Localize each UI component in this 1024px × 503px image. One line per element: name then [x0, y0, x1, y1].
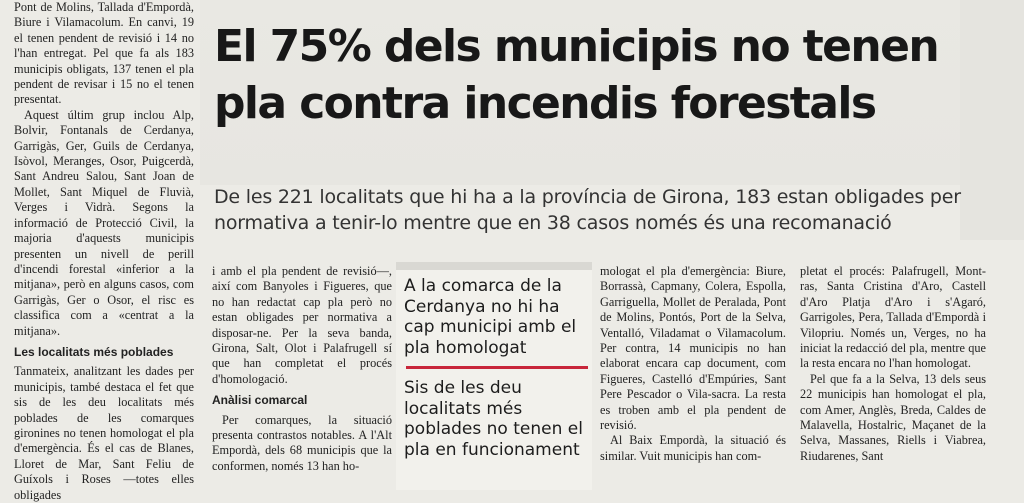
article-subheadline: De les 221 localitats que hi ha a la província de Girona, 183 estan obligades per normativa a tenir-lo mentre que en 38 casos només és una recomanació	[214, 186, 961, 234]
pull-quote-2: Sis de les deu localitats més poblades no tenen el pla en funcionament	[404, 378, 583, 460]
article-column-1	[14, 0, 194, 503]
article-column-4	[800, 264, 986, 464]
paragraph: Aquest últim grup inclou Alp, Bolvir, Fontanals de Cerdanya, Garrigàs, Ger, Guils de Cerdanya, Isòvol, Meranges, Osor, Puigcerdà, Sant Andreu Salou, Sant Joan de Mollet, Sant Miquel de Fluvià, Verges i Vidrà. Segons la informació de Protecció Civil, la majoria d'aquests municipis presenten un nivell de perill d'incendi forestal «inferior a la mitjana», però en alguns casos, com Garrigàs, Ger o Osor, el risc es classifica com a «centrat a la mitjana».	[14, 107, 194, 338]
article-column-2	[212, 264, 392, 474]
paragraph: Al Baix Empordà, la situació és similar. Vuit municipis han com-	[600, 433, 786, 463]
section-subheading: Anàlisi comarcal	[212, 393, 308, 408]
paragraph: Per comarques, la situació presenta contrastos notables. A l'Alt Empordà, dels 68 municipis que la conformen, només 13 han ho-	[212, 412, 392, 473]
pull-quote-divider	[406, 366, 588, 369]
pull-quote-1: A la comarca de la Cerdanya no hi ha cap municipi amb el pla homologat	[404, 276, 577, 358]
paragraph: pletat el procés: Palafrugell, Mont-ras, Santa Cristina d'Aro, Castell d'Aro Platja d'Aro i s'Agaró, Garrigoles, Pera, Tallada d'Empordà i Vilopriu. Només un, Verges, no ha iniciat la redacció del pla, mentre que la resta encara no l'han homologat.	[800, 264, 986, 371]
paragraph: Pont de Molins, Tallada d'Empordà, Biure i Vilamacolum. En canvi, 19 el tenen pendent de revisió i 14 no l'han entregat. Pel que fa als 183 municipis obligats, 137 tenen el pla pendent de revisar i 15 no el tenen presentat.	[14, 0, 194, 107]
section-subheading: Les localitats més poblades	[14, 344, 174, 359]
article-column-3	[600, 264, 786, 464]
article-headline: El 75% dels municipis no tenen pla contra incendis forestals	[214, 21, 939, 129]
paragraph: i amb el pla pendent de revisió—, així com Banyoles i Figueres, que no han redactat cap pla però no estan obligades per normativa a disposar-ne. Per la seva banda, Girona, Salt, Olot i Palafrugell sí que han completat el procés d'homologació.	[212, 264, 392, 386]
paragraph: Tanmateix, analitzant les dades per municipis, també destaca el fet que sis de les deu localitats més poblades de les comarques gironines no tenen homologat el pla d'emergència. És el cas de Blanes, Lloret de Mar, Sant Feliu de Guíxols i Roses —totes elles obligades	[14, 364, 194, 502]
paragraph: mologat el pla d'emergència: Biure, Borrassà, Capmany, Colera, Espolla, Garriguella, Mollet de Peralada, Pont de Molins, Pontós, Port de la Selva, Ventalló, Viladamat o Vilamacolum. Per contra, 14 municipis no han elaborat encara cap document, com Figueres, Castelló d'Empúries, Sant Pere Pescador o Vila-sacra. La resta es troben amb el pla pendent de revisió.	[600, 264, 786, 433]
paragraph: Pel que fa a la Selva, 13 dels seus 22 municipis han homologat el pla, com Amer, Anglès, Breda, Caldes de Malavella, Hostalric, Maçanet de la Selva, Massanes, Riells i Viabrea, Riudarenes, Sant	[800, 371, 986, 463]
